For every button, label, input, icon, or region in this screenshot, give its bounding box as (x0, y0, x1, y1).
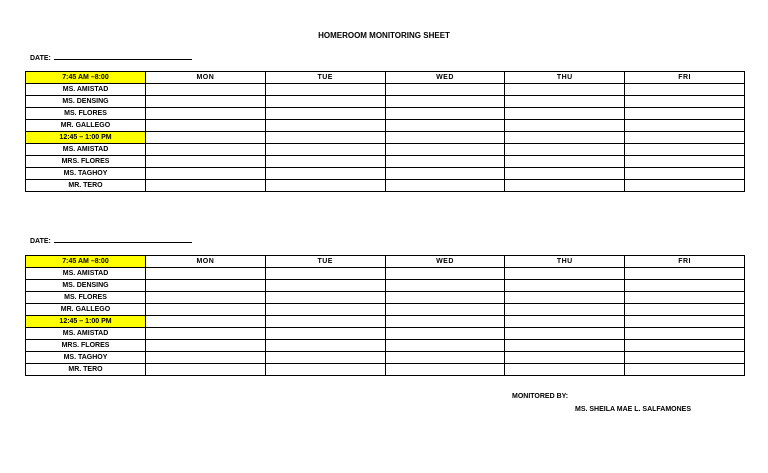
check-cell[interactable] (265, 84, 385, 96)
date-label: DATE: (30, 238, 51, 245)
table-row (26, 84, 745, 96)
time-slot-afternoon: 12:45 – 1:00 PM (26, 132, 146, 144)
check-cell[interactable] (146, 364, 266, 376)
teacher-name: MS. AMISTAD (26, 328, 146, 340)
table-header-row (26, 72, 745, 84)
day-header-fri: FRI (625, 72, 745, 84)
check-cell[interactable] (385, 340, 505, 352)
check-cell[interactable] (505, 280, 625, 292)
check-cell[interactable] (625, 180, 745, 192)
teacher-name: MS. TAGHOY (26, 352, 146, 364)
check-cell[interactable] (625, 292, 745, 304)
check-cell[interactable] (505, 144, 625, 156)
check-cell[interactable] (625, 280, 745, 292)
monitoring-table-2 (25, 255, 745, 376)
check-cell[interactable] (265, 268, 385, 280)
table-header-row (26, 256, 745, 268)
check-cell[interactable] (385, 168, 505, 180)
day-header-tue: TUE (265, 256, 385, 268)
check-cell[interactable] (146, 108, 266, 120)
date-blank-line[interactable] (54, 53, 192, 60)
check-cell[interactable] (385, 364, 505, 376)
teacher-name: MR. TERO (26, 364, 146, 376)
monitored-by-label: MONITORED BY: (512, 393, 569, 400)
check-cell[interactable] (265, 304, 385, 316)
check-cell[interactable] (505, 180, 625, 192)
day-header-wed: WED (385, 72, 505, 84)
check-cell[interactable] (505, 352, 625, 364)
date-field-2[interactable] (30, 236, 192, 245)
check-cell[interactable] (265, 316, 385, 328)
table-row (26, 352, 745, 364)
check-cell[interactable] (146, 132, 266, 144)
check-cell[interactable] (146, 340, 266, 352)
check-cell[interactable] (265, 328, 385, 340)
table-row (26, 304, 745, 316)
check-cell[interactable] (146, 156, 266, 168)
check-cell[interactable] (146, 304, 266, 316)
check-cell[interactable] (146, 292, 266, 304)
check-cell[interactable] (146, 120, 266, 132)
table-row (26, 316, 745, 328)
day-header-mon: MON (146, 72, 266, 84)
teacher-name: MS. AMISTAD (26, 84, 146, 96)
check-cell[interactable] (625, 316, 745, 328)
check-cell[interactable] (265, 132, 385, 144)
check-cell[interactable] (505, 316, 625, 328)
teacher-name: MS. DENSING (26, 280, 146, 292)
table-row (26, 268, 745, 280)
check-cell[interactable] (265, 280, 385, 292)
day-header-wed: WED (385, 256, 505, 268)
teacher-name: MS. DENSING (26, 96, 146, 108)
table-row (26, 168, 745, 180)
check-cell[interactable] (146, 180, 266, 192)
table-row (26, 180, 745, 192)
day-header-thu: THU (505, 256, 625, 268)
teacher-name: MR. GALLEGO (26, 304, 146, 316)
check-cell[interactable] (265, 180, 385, 192)
day-header-mon: MON (146, 256, 266, 268)
check-cell[interactable] (385, 84, 505, 96)
check-cell[interactable] (146, 144, 266, 156)
check-cell[interactable] (146, 316, 266, 328)
check-cell[interactable] (385, 180, 505, 192)
day-header-tue: TUE (265, 72, 385, 84)
check-cell[interactable] (146, 96, 266, 108)
teacher-name: MS. AMISTAD (26, 144, 146, 156)
check-cell[interactable] (625, 304, 745, 316)
teacher-name: MRS. FLORES (26, 340, 146, 352)
date-blank-line[interactable] (54, 236, 192, 243)
date-label: DATE: (30, 55, 51, 62)
teacher-name: MS. AMISTAD (26, 268, 146, 280)
table-row (26, 132, 745, 144)
check-cell[interactable] (385, 292, 505, 304)
check-cell[interactable] (146, 268, 266, 280)
date-field-1[interactable] (30, 53, 192, 62)
check-cell[interactable] (265, 156, 385, 168)
time-slot-morning: 7:45 AM –8:00 (26, 72, 146, 84)
check-cell[interactable] (265, 340, 385, 352)
table-row (26, 156, 745, 168)
check-cell[interactable] (505, 168, 625, 180)
check-cell[interactable] (146, 352, 266, 364)
check-cell[interactable] (146, 168, 266, 180)
check-cell[interactable] (385, 120, 505, 132)
check-cell[interactable] (625, 168, 745, 180)
check-cell[interactable] (625, 268, 745, 280)
check-cell[interactable] (146, 328, 266, 340)
check-cell[interactable] (505, 156, 625, 168)
day-header-thu: THU (505, 72, 625, 84)
table-row (26, 120, 745, 132)
check-cell[interactable] (505, 268, 625, 280)
check-cell[interactable] (625, 108, 745, 120)
check-cell[interactable] (625, 144, 745, 156)
day-header-fri: FRI (625, 256, 745, 268)
teacher-name: MR. TERO (26, 180, 146, 192)
table-row (26, 292, 745, 304)
check-cell[interactable] (505, 84, 625, 96)
check-cell[interactable] (625, 96, 745, 108)
check-cell[interactable] (625, 364, 745, 376)
check-cell[interactable] (625, 156, 745, 168)
check-cell[interactable] (505, 108, 625, 120)
check-cell[interactable] (265, 168, 385, 180)
table-row (26, 364, 745, 376)
check-cell[interactable] (265, 352, 385, 364)
table-row (26, 108, 745, 120)
teacher-name: MRS. FLORES (26, 156, 146, 168)
check-cell[interactable] (385, 96, 505, 108)
check-cell[interactable] (625, 352, 745, 364)
check-cell[interactable] (385, 280, 505, 292)
teacher-name: MS. FLORES (26, 108, 146, 120)
check-cell[interactable] (385, 144, 505, 156)
check-cell[interactable] (505, 304, 625, 316)
check-cell[interactable] (265, 364, 385, 376)
check-cell[interactable] (385, 316, 505, 328)
check-cell[interactable] (505, 120, 625, 132)
check-cell[interactable] (265, 96, 385, 108)
teacher-name: MS. TAGHOY (26, 168, 146, 180)
check-cell[interactable] (385, 108, 505, 120)
table-row (26, 280, 745, 292)
check-cell[interactable] (265, 144, 385, 156)
sheet-title: HOMEROOM MONITORING SHEET (318, 31, 450, 40)
check-cell[interactable] (385, 352, 505, 364)
check-cell[interactable] (146, 280, 266, 292)
table-row (26, 96, 745, 108)
check-cell[interactable] (505, 132, 625, 144)
time-slot-morning: 7:45 AM –8:00 (26, 256, 146, 268)
check-cell[interactable] (625, 328, 745, 340)
teacher-name: MS. FLORES (26, 292, 146, 304)
check-cell[interactable] (505, 96, 625, 108)
check-cell[interactable] (625, 132, 745, 144)
check-cell[interactable] (265, 292, 385, 304)
time-slot-afternoon: 12:45 – 1:00 PM (26, 316, 146, 328)
check-cell[interactable] (265, 120, 385, 132)
check-cell[interactable] (625, 120, 745, 132)
check-cell[interactable] (385, 328, 505, 340)
table-row (26, 328, 745, 340)
check-cell[interactable] (505, 328, 625, 340)
check-cell[interactable] (625, 340, 745, 352)
monitor-name: MS. SHEILA MAE L. SALFAMONES (575, 406, 692, 413)
check-cell[interactable] (385, 156, 505, 168)
table-row (26, 144, 745, 156)
check-cell[interactable] (146, 84, 266, 96)
check-cell[interactable] (385, 132, 505, 144)
check-cell[interactable] (385, 304, 505, 316)
check-cell[interactable] (625, 84, 745, 96)
check-cell[interactable] (265, 108, 385, 120)
check-cell[interactable] (505, 364, 625, 376)
check-cell[interactable] (385, 268, 505, 280)
monitoring-table-1 (25, 71, 745, 192)
check-cell[interactable] (505, 292, 625, 304)
teacher-name: MR. GALLEGO (26, 120, 146, 132)
table-row (26, 340, 745, 352)
check-cell[interactable] (505, 340, 625, 352)
